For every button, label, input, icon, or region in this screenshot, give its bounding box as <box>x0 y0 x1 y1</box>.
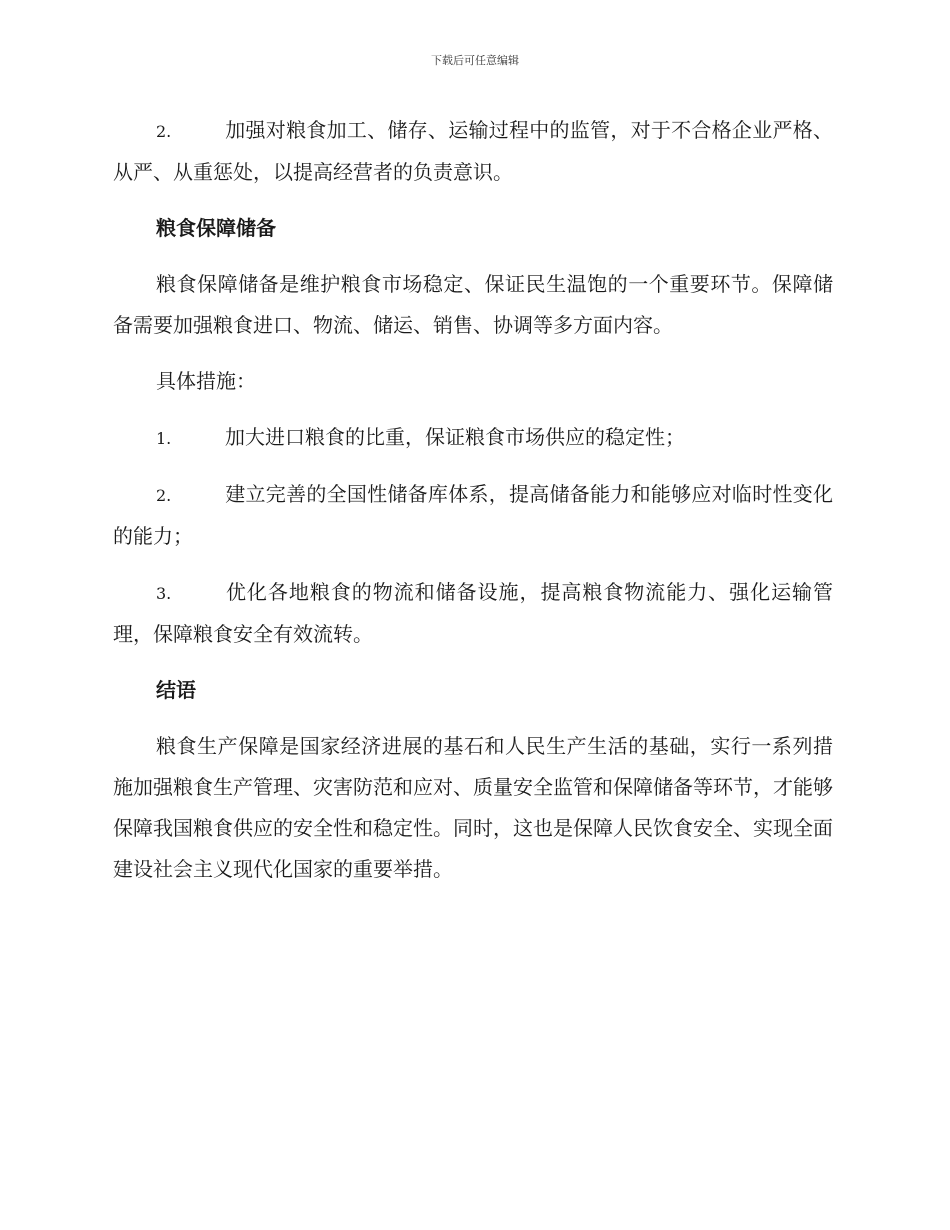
list-item <box>113 417 833 459</box>
spacer <box>113 655 833 670</box>
list-item <box>113 474 833 557</box>
section-heading-reserve: 粮食保障储备 <box>156 216 276 240</box>
reserve-intro-paragraph: 粮食保障储备是维护粮食市场稳定、保证民生温饱的一个重要环节。保障储备需要加强粮食进口、物流、储运、销售、协调等多方面内容。 <box>113 272 833 337</box>
spacer <box>113 557 833 572</box>
header-note: 下载后可任意编辑 <box>431 54 519 67</box>
list-item-text: 建立完善的全国性储备库体系，提高储备能力和能够应对临时性变化的能力； <box>113 482 833 548</box>
measures-label: 具体措施： <box>156 369 256 393</box>
spacer <box>113 346 833 361</box>
list-item-number: 1. <box>156 429 172 448</box>
list-item-number: 3. <box>156 584 172 603</box>
list-item-text: 加大进口粮食的比重，保证粮食市场供应的稳定性； <box>225 425 685 449</box>
list-item-text: 优化各地粮食的物流和储备设施，提高粮食物流能力、强化运输管理，保障粮食安全有效流转。 <box>113 580 833 646</box>
list-item-number: 2. <box>156 486 172 505</box>
section-heading-conclusion: 结语 <box>156 678 196 702</box>
list-item-number: 2. <box>156 122 172 141</box>
list-item-text: 加强对粮食加工、储存、运输过程中的监管，对于不合格企业严格、从严、从重惩处，以提高经营者的负责意识。 <box>113 118 833 184</box>
spacer <box>113 459 833 474</box>
spacer <box>113 249 833 264</box>
list-item <box>113 110 833 193</box>
spacer <box>113 711 833 726</box>
document-body <box>113 110 833 890</box>
conclusion-paragraph: 粮食生产保障是国家经济进展的基石和人民生产生活的基础，实行一系列措施加强粮食生产管理、灾害防范和应对、质量安全监管和保障储备等环节，才能够保障我国粮食供应的安全性和稳定性。同时，这也是保障人民饮食安全、实现全面建设社会主义现代化国家的重要举措。 <box>113 734 833 881</box>
spacer <box>113 193 833 208</box>
list-item <box>113 572 833 655</box>
spacer <box>113 402 833 417</box>
